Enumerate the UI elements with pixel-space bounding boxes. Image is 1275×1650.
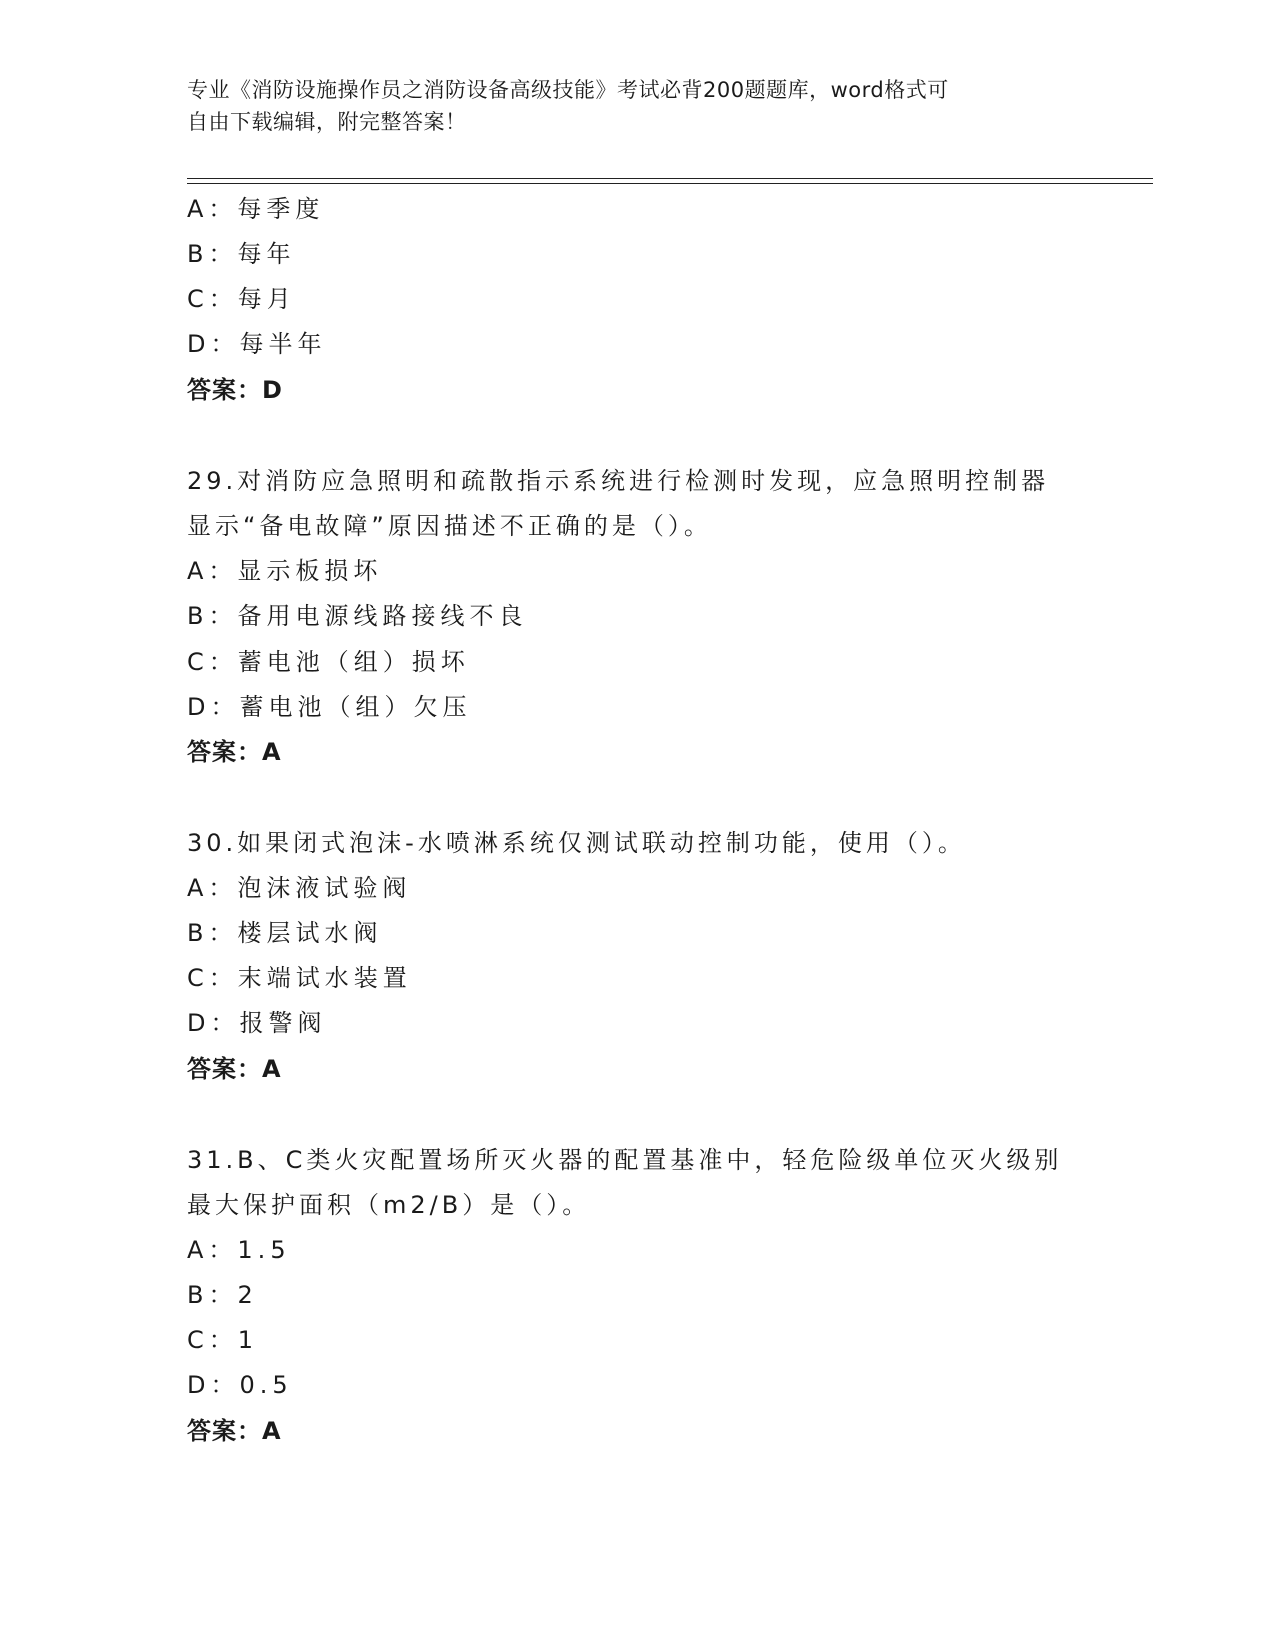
answer: 答案：D — [187, 376, 283, 404]
option-c: C：蓄电池（组）损坏 — [187, 648, 470, 676]
question-30-line-1: 30.如果闭式泡沫-水喷淋系统仅测试联动控制功能，使用（）。 — [187, 829, 966, 857]
question-31-line-1: 31.B、C类火灾配置场所灭火器的配置基准中，轻危险级单位灭火级别 — [187, 1146, 1063, 1174]
answer: 答案：A — [187, 1055, 282, 1083]
answer: 答案：A — [187, 738, 282, 766]
option-d: D：每半年 — [187, 330, 327, 358]
option-c: C：每月 — [187, 285, 296, 313]
option-c: C：末端试水装置 — [187, 964, 412, 992]
option-d: D：0.5 — [187, 1371, 293, 1399]
option-b: B：备用电源线路接线不良 — [187, 602, 528, 630]
answer: 答案：A — [187, 1417, 282, 1445]
question-29-line-2: 显示“备电故障”原因描述不正确的是（）。 — [187, 512, 712, 540]
header-line-2: 自由下载编辑，附完整答案！ — [187, 110, 467, 134]
document-header — [187, 74, 1067, 138]
option-a: A：每季度 — [187, 195, 325, 223]
option-c: C：1 — [187, 1326, 259, 1354]
option-a: A：1.5 — [187, 1236, 291, 1264]
header-divider-top — [187, 178, 1153, 179]
option-d: D：报警阀 — [187, 1009, 327, 1037]
question-29-line-1: 29.对消防应急照明和疏散指示系统进行检测时发现，应急照明控制器 — [187, 467, 1050, 495]
question-31-line-2: 最大保护面积（m2/B）是（）。 — [187, 1191, 591, 1219]
header-line-1: 专业《消防设施操作员之消防设备高级技能》考试必背200题题库，word格式可 — [187, 78, 949, 102]
header-divider-bottom — [187, 183, 1153, 184]
option-b: B：2 — [187, 1281, 258, 1309]
option-b: B：楼层试水阀 — [187, 919, 383, 947]
option-a: A：显示板损坏 — [187, 557, 383, 585]
option-b: B：每年 — [187, 240, 296, 268]
option-a: A：泡沫液试验阀 — [187, 874, 412, 902]
option-d: D：蓄电池（组）欠压 — [187, 693, 472, 721]
